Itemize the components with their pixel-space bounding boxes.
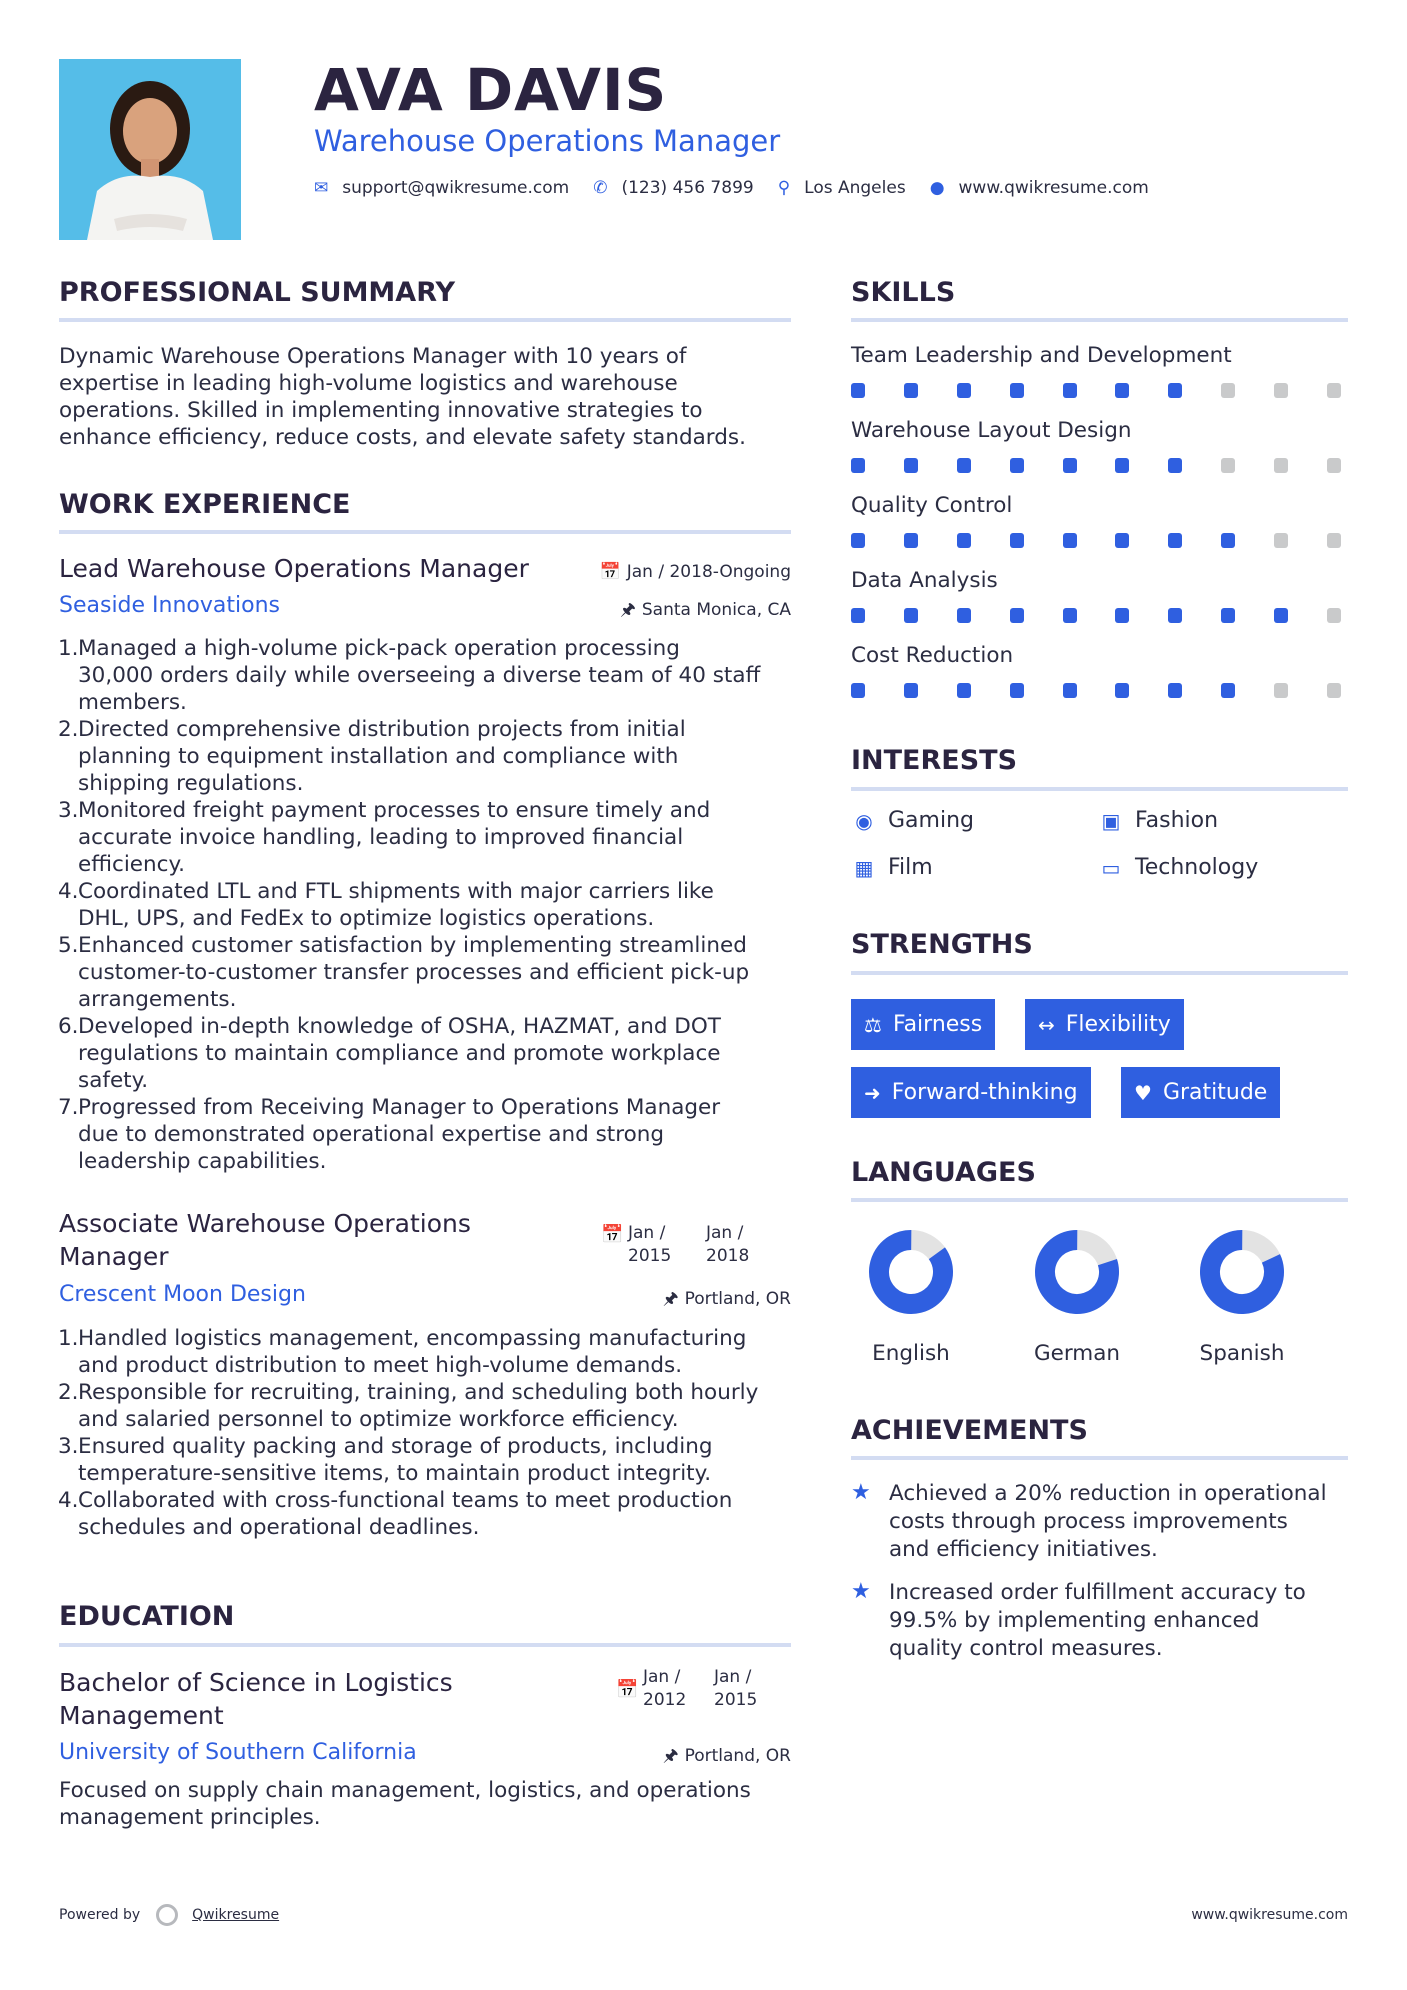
skill-dot-filled (1010, 608, 1024, 623)
skill-dot-empty (1327, 683, 1341, 698)
job-date: 📅 Jan / 2018-Ongoing (599, 562, 791, 582)
job-company: Seaside Innovations (59, 593, 280, 618)
list-item: 1. Handled logistics management, encompassing manufacturing and product distribution to meet high-volume demands. (58, 1326, 747, 1378)
skill-dot-empty (1274, 383, 1288, 398)
qwikresume-logo-icon (156, 1904, 178, 1926)
skill-dot-filled (1221, 533, 1235, 548)
skill-dot-empty (1221, 458, 1235, 473)
job-company: Crescent Moon Design (59, 1282, 306, 1307)
skill-dot-empty (1327, 533, 1341, 548)
skill-rating (851, 383, 1341, 398)
skill-dot-filled (851, 533, 865, 548)
star-icon: ★ (851, 1480, 871, 1505)
skill-dot-filled (1221, 683, 1235, 698)
achievement-item: ★ Increased order fulfillment accuracy to 99.5% by implementing enhanced quality control measures. (851, 1579, 1306, 1661)
skill-dot-filled (1010, 683, 1024, 698)
map-pin-icon: ⚲ (777, 178, 791, 198)
job-location: 🖈 Portland, OR (662, 1289, 791, 1309)
languages-heading: LANGUAGES (851, 1157, 1036, 1188)
list-item: 1. Managed a high-volume pick-pack operation processing 30,000 orders daily while overseeing a diverse team of 40 staff members. (58, 636, 761, 715)
candidate-name: AVA DAVIS (314, 56, 668, 124)
section-divider (851, 971, 1348, 975)
list-item: 7. Progressed from Receiving Manager to Operations Manager due to demonstrated operational expertise and strong leadership capabilities. (58, 1095, 721, 1174)
pin-icon: 🖈 (662, 1746, 679, 1766)
shopping-bag-icon: ▣ (1101, 808, 1121, 833)
skill-dot-filled (1010, 383, 1024, 398)
interest-item: ▭ Technology (1098, 855, 1258, 880)
skill-dot-filled (904, 533, 918, 548)
skill-dot-filled (1168, 683, 1182, 698)
skill-dot-filled (904, 683, 918, 698)
job-title: Lead Warehouse Operations Manager (59, 554, 529, 583)
skill-dot-filled (1115, 458, 1129, 473)
language-rings (851, 1226, 1348, 1336)
skill-dot-filled (1221, 608, 1235, 623)
skill-dot-filled (851, 458, 865, 473)
experience-heading: WORK EXPERIENCE (59, 489, 351, 520)
skill-dot-filled (1168, 608, 1182, 623)
skill-dot-empty (1274, 533, 1288, 548)
skill-rating (851, 608, 1341, 623)
skill-dot-empty (1327, 458, 1341, 473)
laptop-icon: ▭ (1101, 855, 1121, 880)
skill-dot-filled (1168, 533, 1182, 548)
skill-dot-empty (1274, 458, 1288, 473)
skill-dot-filled (1274, 608, 1288, 623)
list-item: 6. Developed in-depth knowledge of OSHA, HAZMAT, and DOT regulations to maintain compliance and promote workplace safety. (58, 1014, 721, 1093)
education-heading: EDUCATION (59, 1601, 235, 1632)
school-name: University of Southern California (59, 1740, 417, 1765)
job-title: Associate Warehouse Operations Manager (59, 1209, 471, 1271)
calendar-icon: 📅 (601, 1224, 624, 1245)
skills-heading: SKILLS (851, 277, 956, 308)
section-divider (59, 1643, 791, 1647)
star-icon: ★ (851, 1579, 871, 1604)
skill-dot-filled (1168, 383, 1182, 398)
candidate-title: Warehouse Operations Manager (314, 124, 781, 158)
list-item: 4. Collaborated with cross-functional teams to meet production schedules and operational deadlines. (58, 1488, 733, 1540)
film-icon: ▦ (854, 855, 874, 880)
skill-dot-filled (1115, 608, 1129, 623)
skill-dot-filled (1010, 458, 1024, 473)
skill-dot-filled (957, 608, 971, 623)
job-bullets (59, 1325, 818, 1541)
edu-description: Focused on supply chain management, logistics, and operations management principles. (59, 1778, 751, 1830)
job-date-start: Jan / 2015 (628, 1223, 672, 1266)
contact-location: Los Angeles (804, 178, 906, 198)
section-divider (851, 318, 1348, 322)
language-name: English (872, 1341, 950, 1366)
pin-icon: 🖈 (620, 600, 636, 620)
strength-tag: ↔ Flexibility (1025, 999, 1184, 1050)
interest-item: ▦ Film (851, 855, 933, 880)
list-item: 3. Monitored freight payment processes to ensure timely and accurate invoice handling, leading to improved financial efficiency. (58, 798, 711, 877)
contact-email[interactable]: support@qwikresume.com (342, 178, 570, 198)
strength-tag: ⚖ Fairness (851, 999, 995, 1050)
skill-rating (851, 458, 1341, 473)
contact-website[interactable]: www.qwikresume.com (958, 178, 1149, 198)
skill-dot-filled (1115, 683, 1129, 698)
job-bullets (59, 635, 818, 1175)
skill-dot-filled (1010, 533, 1024, 548)
job-location: 🖈 Santa Monica, CA (620, 600, 791, 620)
skill-dot-filled (1063, 683, 1077, 698)
skill-name: Cost Reduction (851, 643, 1014, 668)
gamepad-icon: ◉ (855, 808, 873, 833)
skill-dot-filled (1063, 458, 1077, 473)
skill-dot-filled (957, 458, 971, 473)
section-divider (851, 787, 1348, 791)
edu-date-end: Jan / 2015 (714, 1667, 758, 1710)
contact-phone[interactable]: (123) 456 7899 (621, 178, 754, 198)
skill-name: Data Analysis (851, 568, 998, 593)
skill-dot-empty (1221, 383, 1235, 398)
skill-dot-filled (1063, 383, 1077, 398)
language-ring-fill (1199, 1229, 1284, 1314)
skill-dot-filled (904, 383, 918, 398)
section-divider (851, 1456, 1348, 1460)
brand-link[interactable]: Qwikresume (192, 1907, 280, 1923)
skill-dot-filled (957, 533, 971, 548)
list-item: 2. Directed comprehensive distribution projects from initial planning to equipment installation and compliance with shipping regulations. (58, 717, 686, 796)
interest-item: ▣ Fashion (1098, 808, 1218, 833)
section-divider (59, 318, 791, 322)
skill-name: Quality Control (851, 493, 1013, 518)
list-item: 2. Responsible for recruiting, training, and scheduling both hourly and salaried personnel to optimize workforce efficiency. (58, 1380, 759, 1432)
contact-bar (314, 178, 1173, 198)
skill-name: Warehouse Layout Design (851, 418, 1132, 443)
skill-dot-filled (851, 383, 865, 398)
summary-text: Dynamic Warehouse Operations Manager with 10 years of expertise in leading high-volume logistics and warehouse operations. Skilled in implementing innovative strategies to enhance efficiency, reduce costs, and elevate safety standards. (59, 344, 746, 450)
skill-dot-filled (1168, 458, 1182, 473)
skill-dot-filled (1063, 608, 1077, 623)
skill-dot-filled (851, 608, 865, 623)
strength-tag: ♥ Gratitude (1121, 1067, 1280, 1118)
list-item: 3. Ensured quality packing and storage of products, including temperature-sensitive items, to maintain product integrity. (58, 1434, 713, 1486)
strength-tag: ➜ Forward-thinking (851, 1067, 1091, 1118)
calendar-icon: 📅 (616, 1679, 639, 1700)
language-name: German (1033, 1341, 1121, 1366)
arrow-right-icon: ➜ (864, 1080, 881, 1105)
skill-dot-empty (1327, 608, 1341, 623)
language-name: Spanish (1199, 1341, 1285, 1366)
skill-dot-filled (851, 683, 865, 698)
skill-name: Team Leadership and Development (851, 343, 1232, 368)
interests-heading: INTERESTS (851, 745, 1018, 776)
edu-location: 🖈 Portland, OR (662, 1746, 791, 1766)
profile-photo (59, 59, 241, 240)
list-item: 5. Enhanced customer satisfaction by implementing streamlined customer-to-customer transfer processes and efficient pick-up arrangements. (58, 933, 750, 1012)
degree-title: Bachelor of Science in Logistics Management (59, 1668, 453, 1730)
summary-heading: PROFESSIONAL SUMMARY (59, 277, 456, 308)
edu-date-start: Jan / 2012 (643, 1667, 687, 1710)
footer-url[interactable]: www.qwikresume.com (1191, 1907, 1348, 1923)
skill-dot-filled (957, 383, 971, 398)
phone-icon: ✆ (593, 178, 608, 198)
footer-powered-by: Powered by Qwikresume (59, 1904, 279, 1926)
arrows-horizontal-icon: ↔ (1038, 1012, 1055, 1037)
skill-dot-filled (904, 458, 918, 473)
skill-dot-empty (1274, 683, 1288, 698)
skill-rating (851, 533, 1341, 548)
interest-item: ◉ Gaming (851, 808, 974, 833)
skill-dot-filled (1115, 533, 1129, 548)
envelope-icon: ✉ (314, 178, 329, 198)
skill-dot-empty (1327, 383, 1341, 398)
skill-dot-filled (957, 683, 971, 698)
achievement-item: ★ Achieved a 20% reduction in operational costs through process improvements and efficiency initiatives. (851, 1480, 1327, 1562)
skill-dot-filled (904, 608, 918, 623)
section-divider (59, 530, 791, 534)
achievements-heading: ACHIEVEMENTS (851, 1415, 1088, 1446)
globe-icon: ● (929, 178, 945, 198)
job-date-end: Jan / 2018 (706, 1223, 750, 1266)
skill-rating (851, 683, 1341, 698)
calendar-icon: 📅 (599, 562, 621, 582)
language-ring-fill (866, 1227, 955, 1316)
heart-icon: ♥ (1134, 1080, 1152, 1105)
balance-scale-icon: ⚖ (864, 1012, 882, 1037)
skill-dot-filled (1063, 533, 1077, 548)
strengths-heading: STRENGTHS (851, 929, 1033, 960)
section-divider (851, 1198, 1348, 1202)
pin-icon: 🖈 (662, 1289, 679, 1309)
list-item: 4. Coordinated LTL and FTL shipments with major carriers like DHL, UPS, and FedEx to optimize logistics operations. (58, 879, 714, 931)
skill-dot-filled (1115, 383, 1129, 398)
